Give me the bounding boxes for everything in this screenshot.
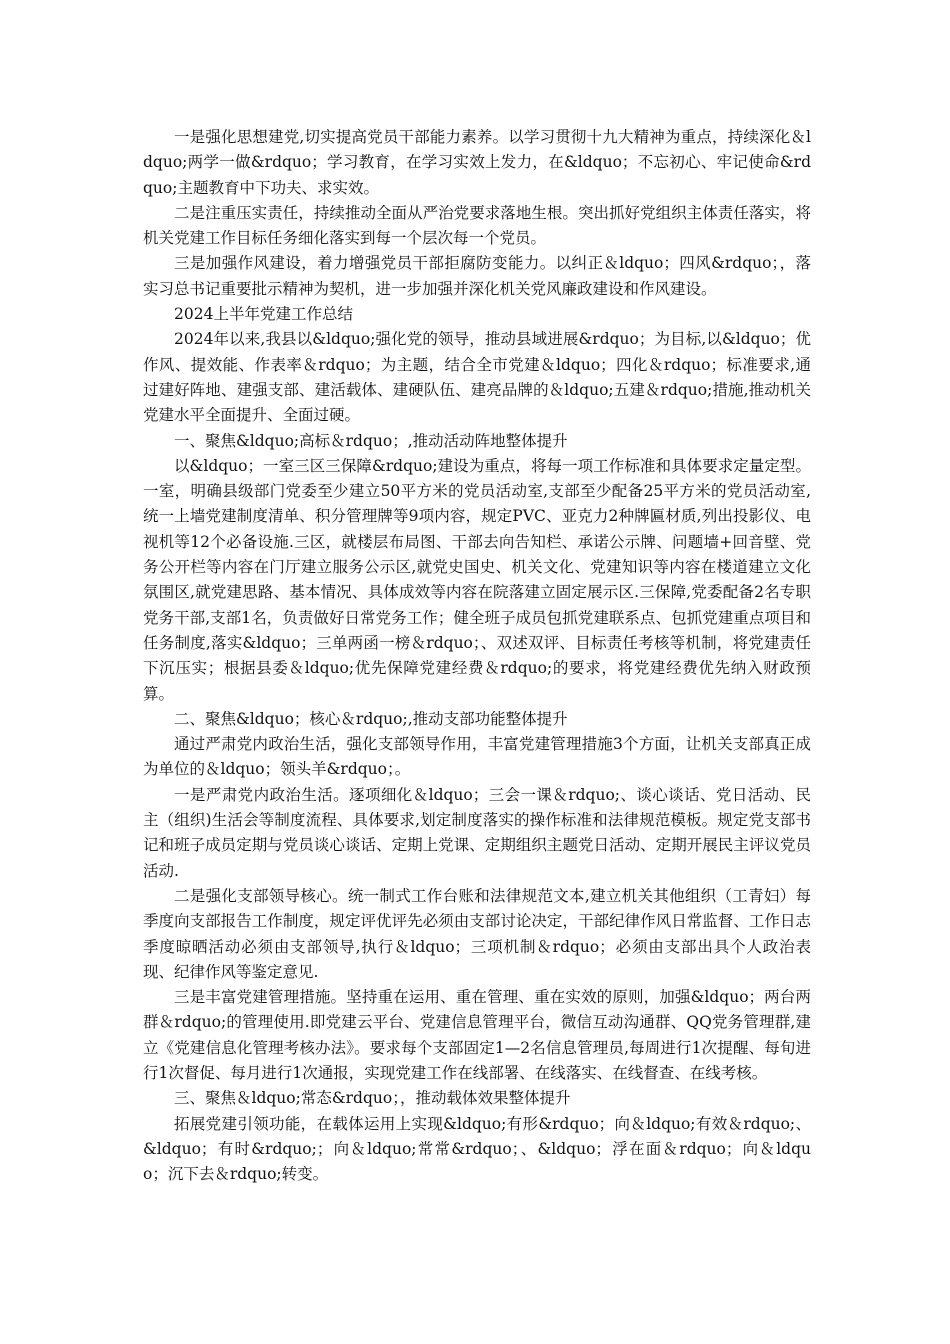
paragraph-work-style: 三是加强作风建设，着力增强党员干部拒腐防变能力。以纠正＆ldquo；四风&rdquo；，落实习总书记重要批示精神为契机，进一步加强并深化机关党风廉政建设和作风建设。: [143, 254, 811, 298]
paragraph-branch-leadership: 二是强化支部领导核心。统一制式工作台账和法律规范文本,建立机关其他组织（工青妇）每季度向支部报告工作制度，规定评优评先必须由支部讨论决定，干部纪律作风日常监督、工作日志季度晾晒活动必须由支部领导,执行＆ldquo；三项机制＆rdquo；必须由支部出具个人政治表现、纪律作风等鉴定意见.: [143, 886, 811, 981]
paragraph-overview: 2024年以来,我县以&ldquo;强化党的领导，推动县域进展&rdquo；为目标,以&ldquo；优作风、提效能、作表率＆rdquo；为主题，结合全市党建＆ldquo；四化＆rdquo；标准要求,通过建好阵地、建强支部、建活载体、建硬队伍、建亮品牌的＆ldquo;五建＆rdquo;措施,推动机关党建水平全面提升、全面过硬。: [143, 330, 811, 425]
paragraph-strengthen-ideology: 一是强化思想建党,切实提高党员干部能力素养。以学习贯彻十九大精神为重点，持续深化＆ldquo;两学一做&rdquo；学习教育，在学习实效上发力，在&ldquo；不忘初心、牢记使命&rdquo;主题教育中下功夫、求实效。: [143, 128, 811, 197]
paragraph-political-life: 一是严肃党内政治生活。逐项细化＆ldquo；三会一课＆rdquo;、谈心谈话、党日活动、民主（组织)生活会等制度流程、具体要求,划定制度落实的操作标准和法律规范模板。规定党支部书记和班子成员定期与党员谈心谈话、定期上党课、定期组织主题党日活动、定期开展民主评议党员活动.: [143, 785, 811, 880]
section-heading-3: 三、聚焦＆ldquo;常态&rdquo；，推动载体效果整体提升: [174, 1089, 571, 1108]
paragraph-section-1: 以&ldquo；一室三区三保障&rdquo;建设为重点，将每一项工作标准和具体要求定量定型。一室，明确县级部门党委至少建立50平方米的党员活动室,支部至少配备25平方米的党员活动室,统一上墙党建制度清单、积分管理牌等9项内容，规定PVC、亚克力2种牌匾材质,列出投影仪、电视机等12个必备设施.三区，就楼层布局图、干部去向告知栏、承诺公示牌、问题墙+回音壁、党务公开栏等内容在门厅建立服务公示区,就党史国史、机关文化、党建知识等内容在楼道建立文化氛围区,就党建思路、基本情况、具体成效等内容在院落建立固定展示区.三保障,党委配备2名专职党务干部,支部1名，负责做好日常党务工作；健全班子成员包抓党建联系点、包抓党建重点项目和任务制度,落实&ldquo；三单两函一榜＆rdquo；、双述双评、目标责任考核等机制，将党建责任下沉压实；根据县委＆ldquo;优先保障党建经费＆rdquo;的要求，将党建经费优先纳入财政预算。: [143, 456, 811, 703]
paragraph-consolidate-responsibility: 二是注重压实责任，持续推动全面从严治党要求落地生根。突出抓好党组织主体责任落实，将机关党建工作目标任务细化落实到每一个层次每一个党员。: [143, 203, 811, 248]
paragraph-section-3: 拓展党建引领功能，在载体运用上实现&ldquo;有形&rdquo；向＆ldquo;有效＆rdquo;、&ldquo；有时&rdquo;；向＆ldquo;常常&rdquo；、&ldquo；浮在面＆rdquo；向＆ldquo；沉下去＆rdquo;转变。: [143, 1114, 811, 1184]
document-body: [143, 125, 811, 1187]
section-heading-1: 一、聚焦&ldquo;高标＆rdquo；,推动活动阵地整体提升: [174, 431, 568, 450]
section-heading-2: 二、聚焦&ldquo；核心＆rdquo;,推动支部功能整体提升: [174, 709, 568, 728]
paragraph-management-measures: 三是丰富党建管理措施。坚持重在运用、重在管理、重在实效的原则，加强&ldquo；两台两群＆rdquo;的管理使用.即党建云平台、党建信息管理平台，微信互动沟通群、QQ党务管理群,建立《党建信息化管理考核办法》。要求每个支部固定1—2名信息管理员,每周进行1次提醒、每旬进行1次督促、每月进行1次通报，实现党建工作在线部署、在线落实、在线督查、在线考核。: [143, 988, 811, 1082]
document-title: 2024上半年党建工作总结: [174, 305, 353, 324]
paragraph-section-2-intro: 通过严肃党内政治生活，强化支部领导作用，丰富党建管理措施3个方面，让机关支部真正成为单位的＆ldquo；领头羊&rdquo；。: [143, 735, 811, 779]
